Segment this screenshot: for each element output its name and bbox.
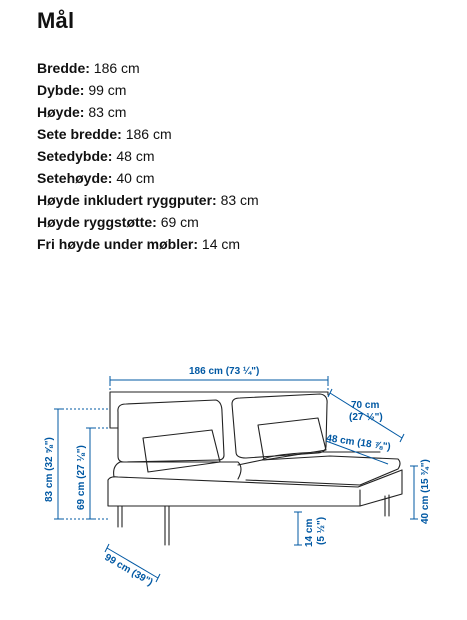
measurements-list [37, 57, 259, 255]
measurement-label: Setehøyde: [37, 170, 113, 186]
measurement-item [37, 211, 259, 233]
arm-depth-inch-label: (27 ½") [349, 412, 383, 423]
measurement-value: 186 cm [125, 126, 172, 142]
measurement-value: 186 cm [93, 60, 140, 76]
measurement-label: Setedybde: [37, 148, 113, 164]
measurement-item [37, 189, 259, 211]
measurement-label: Høyde ryggstøtte: [37, 214, 157, 230]
measurement-item [37, 101, 259, 123]
measurement-value: 14 cm [201, 236, 241, 252]
measurement-value: 83 cm [88, 104, 127, 120]
measurement-value: 99 cm [88, 82, 127, 98]
back-height-label: 69 cm (27 ⅛") [76, 445, 87, 510]
measurement-item [37, 145, 259, 167]
measurement-label: Sete bredde: [37, 126, 122, 142]
measurement-value: 83 cm [220, 192, 259, 208]
depth-dimension-label: 99 cm (39") [102, 552, 155, 589]
measurement-value: 48 cm [116, 148, 155, 164]
clearance-label: 14 cm [304, 518, 315, 547]
arm-depth-label: 70 cm [351, 400, 380, 411]
measurement-label: Dybde: [37, 82, 85, 98]
seat-height-label: 40 cm (15 ¾") [420, 459, 431, 524]
seat-depth-label: 48 cm (18 ⅞") [325, 433, 392, 453]
measurement-label: Høyde inkludert ryggputer: [37, 192, 217, 208]
measurement-label: Bredde: [37, 60, 90, 76]
measurement-value: 40 cm [116, 170, 155, 186]
section-title: Mål [37, 8, 75, 33]
measurement-item [37, 233, 259, 255]
clearance-inch-label: (5 ½") [316, 516, 327, 545]
total-height-label: 83 cm (32 ⅝") [44, 437, 55, 502]
measurement-label: Fri høyde under møbler: [37, 236, 199, 252]
measurement-item [37, 79, 259, 101]
measurement-item [37, 57, 259, 79]
measurement-item [37, 123, 259, 145]
measurement-value: 69 cm [160, 214, 199, 230]
measurement-item [37, 167, 259, 189]
width-dimension-label: 186 cm (73 ¼") [189, 366, 260, 377]
measurement-label: Høyde: [37, 104, 85, 120]
sofa-dimension-diagram [0, 340, 467, 620]
